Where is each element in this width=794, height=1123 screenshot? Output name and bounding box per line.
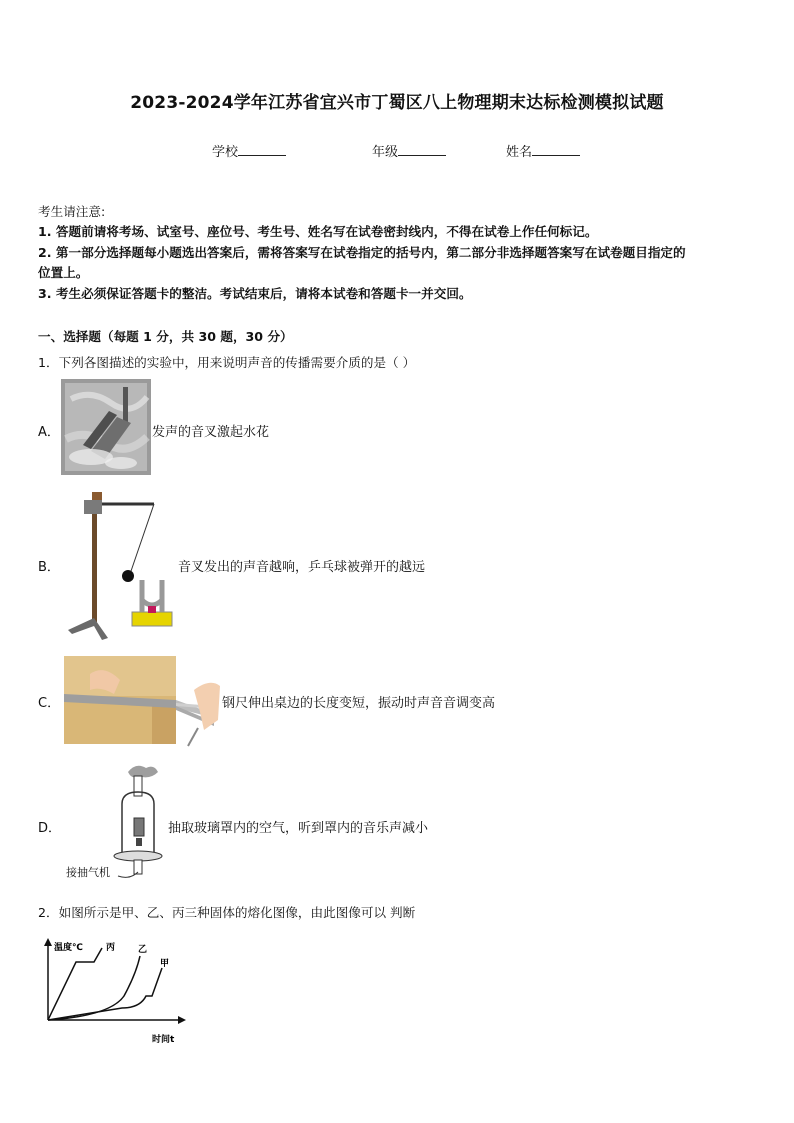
notice-item-2-cont: 位置上。 [38,265,89,280]
name-label: 姓名 [506,145,533,160]
y-axis-label: 温度℃ [54,943,83,953]
q1-option-a-text: 发声的音叉激起水花 [152,425,270,440]
school-field [212,141,286,160]
notice-heading: 考生请注意: [38,204,106,219]
x-axis-label: 时间t [152,1035,175,1045]
melting-graph [40,936,190,1046]
curve-label-jia: 甲 [160,959,170,969]
school-blank[interactable] [238,143,286,156]
x-axis-arrow [178,1016,186,1024]
notice-item-1: 1. 答题前请将考场、试室号、座位号、考生号、姓名写在试卷密封线内，不得在试卷上作任何标记。 [38,224,598,239]
grade-field [372,141,446,160]
curve-label-bing: 丙 [106,943,116,953]
name-field [506,141,580,160]
grade-blank[interactable] [398,143,446,156]
y-axis-arrow [44,938,52,946]
q1-stem: 1．下列各图描述的实验中，用来说明声音的传播需要介质的是（ ） [38,355,416,370]
curve-yi [48,956,140,1020]
grade-label: 年级 [372,145,399,160]
q1-option-d-text: 抽取玻璃罩内的空气，听到罩内的音乐声减小 [168,821,429,836]
q1-option-d-label[interactable]: D． [38,821,62,836]
q1-option-b-text: 音叉发出的声音越响，乒乓球被弹开的越远 [178,560,426,575]
q1-option-b-label[interactable]: B． [38,560,60,575]
bell-jar-image [108,762,170,882]
pump-label: 接抽气机 [66,866,110,879]
q2-stem: 2．如图所示是甲、乙、丙三种固体的熔化图像，由此图像可以 判断 [38,905,416,920]
curve-jia [48,968,162,1020]
q1-option-c-label[interactable]: C． [38,696,61,711]
ping-pong-fork-image [62,488,177,640]
tuning-fork-water-image [61,379,151,475]
name-blank[interactable] [532,143,580,156]
q1-option-c-text: 钢尺伸出桌边的长度变短，振动时声音音调变高 [222,696,496,711]
q1-option-a-label[interactable]: A． [38,425,60,440]
section-heading: 一、选择题（每题 1 分，共 30 题，30 分） [38,329,293,344]
school-label: 学校 [212,145,239,160]
curve-label-yi: 乙 [138,945,148,955]
curve-bing [48,948,102,1020]
steel-ruler-image [64,656,224,748]
notice-item-3: 3. 考生必须保证答题卡的整洁。考试结束后，请将本试卷和答题卡一并交回。 [38,286,472,301]
exam-title: 2023-2024学年江苏省宜兴市丁蜀区八上物理期末达标检测模拟试题 [130,93,664,113]
notice-item-2: 2. 第一部分选择题每小题选出答案后，需将答案写在试卷指定的括号内，第二部分非选择题答案写在试卷题目指定的 [38,245,686,260]
